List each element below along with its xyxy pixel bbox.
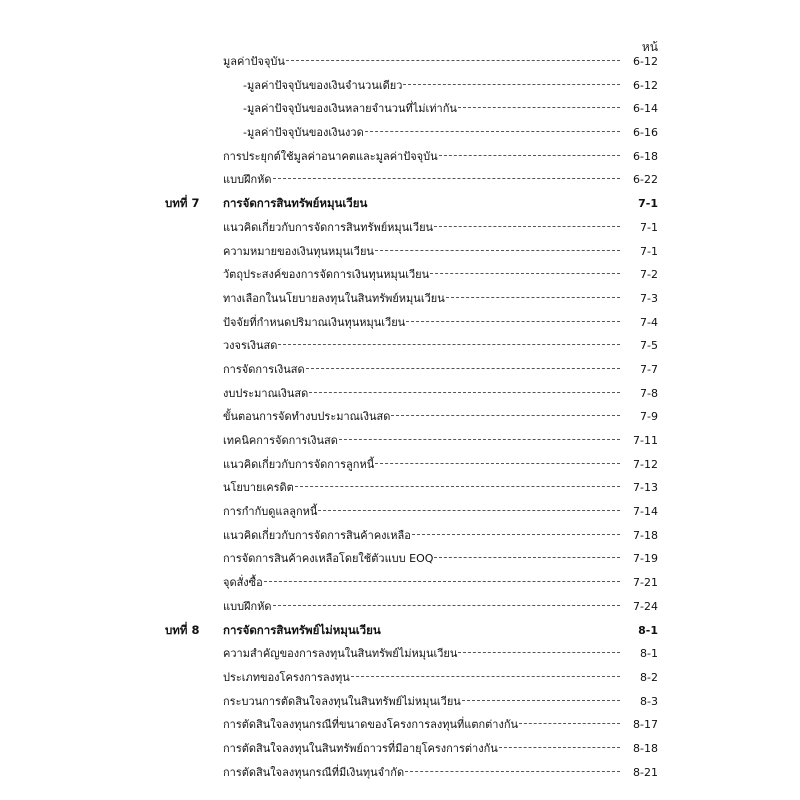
dot-leader xyxy=(403,84,620,85)
toc-entry-line xyxy=(223,429,658,453)
dot-leader xyxy=(273,178,620,179)
toc-entry-line xyxy=(223,192,658,216)
toc-entry xyxy=(0,642,800,666)
toc-entry-line xyxy=(223,50,658,74)
dot-leader xyxy=(458,652,620,653)
toc-entry-line xyxy=(223,524,658,548)
toc-entry-title: ทางเลือกในนโยบายลงทุนในสินทรัพย์หมุนเวียน xyxy=(223,291,445,305)
toc-entry xyxy=(0,713,800,737)
toc-entry-title: ความหมายของเงินทุนหมุนเวียน xyxy=(223,244,374,258)
page-number: 7-1 xyxy=(640,220,658,234)
page-number: 6-12 xyxy=(633,78,658,92)
toc-entry-line xyxy=(223,168,658,192)
toc-entry-title: แนวคิดเกี่ยวกับการจัดการสินทรัพย์หมุนเวียน xyxy=(223,220,434,234)
chapter-heading-row xyxy=(0,192,800,216)
dot-leader xyxy=(519,723,620,724)
dot-leader xyxy=(309,392,620,393)
toc-entry-title: การจัดการเงินสด xyxy=(223,362,305,376)
toc-entry-line xyxy=(223,287,658,311)
dot-leader xyxy=(434,557,620,558)
page-number: 8-1 xyxy=(638,623,658,637)
page-number: 8-3 xyxy=(640,694,658,708)
page-number: 7-14 xyxy=(633,505,658,519)
toc-entry-line xyxy=(223,476,658,500)
page-number: 6-12 xyxy=(633,55,658,68)
toc-entry-line xyxy=(223,500,658,524)
page-number: 7-8 xyxy=(640,386,658,400)
toc-entry-title: -มูลค่าปัจจุบันของเงินหลายจำนวนที่ไม่เท่ากัน xyxy=(243,102,457,116)
dot-leader xyxy=(375,250,620,251)
dot-leader xyxy=(306,368,620,369)
toc-entry xyxy=(0,74,800,98)
page-number: 8-18 xyxy=(633,741,658,755)
page-number: 7-2 xyxy=(640,268,658,282)
toc-entry-title: มูลค่าปัจจุบัน xyxy=(223,55,285,68)
toc-entry-title: การประยุกต์ใช้มูลค่าอนาคตและมูลค่าปัจจุบัน xyxy=(223,149,438,163)
chapter-number: บทที่ 7 xyxy=(165,196,200,211)
toc-entry xyxy=(0,500,800,524)
toc-entry xyxy=(0,216,800,240)
dot-leader xyxy=(499,747,620,748)
dot-leader xyxy=(264,581,620,582)
dot-leader xyxy=(391,415,620,416)
chapter-title: การจัดการสินทรัพย์หมุนเวียน xyxy=(223,196,368,211)
toc-entry-title: แนวคิดเกี่ยวกับการจัดการลูกหนี้ xyxy=(223,457,375,471)
toc-entry-title: วัตถุประสงค์ของการจัดการเงินทุนหมุนเวียน xyxy=(223,268,430,282)
toc-entry-title: แบบฝึกหัด xyxy=(223,599,272,613)
page-number: 7-4 xyxy=(640,315,658,329)
toc-entry-line xyxy=(223,737,658,761)
page-number: 7-18 xyxy=(633,528,658,542)
page-number: 8-2 xyxy=(640,670,658,684)
page-number: 7-12 xyxy=(633,457,658,471)
toc-entry-title: ขั้นตอนการจัดทำงบประมาณเงินสด xyxy=(223,410,391,424)
toc-entry xyxy=(0,263,800,287)
toc-entry-line xyxy=(223,547,658,571)
toc-entry-title: -มูลค่าปัจจุบันของเงินจำนวนเดียว xyxy=(243,78,403,92)
chapter-heading-row xyxy=(0,619,800,643)
toc-entry xyxy=(0,121,800,145)
dot-leader xyxy=(351,676,620,677)
toc-entry-line xyxy=(223,666,658,690)
toc-entry-title: กระบวนการตัดสินใจลงทุนในสินทรัพย์ไม่หมุนเวียน xyxy=(223,694,461,708)
toc-entry-line xyxy=(223,642,658,666)
toc-entry-line xyxy=(223,619,658,643)
toc-entry-line xyxy=(223,334,658,358)
dot-leader xyxy=(365,131,620,132)
dot-leader xyxy=(446,297,620,298)
table-of-contents xyxy=(0,50,800,784)
page-number: 7-1 xyxy=(640,244,658,258)
page-number: 6-14 xyxy=(633,102,658,116)
dot-leader xyxy=(318,510,620,511)
chapter-title: การจัดการสินทรัพย์ไม่หมุนเวียน xyxy=(223,622,381,637)
page-number: 8-21 xyxy=(633,765,658,779)
dot-leader xyxy=(430,273,620,274)
toc-entry-title: แบบฝึกหัด xyxy=(223,173,272,187)
dot-leader xyxy=(458,107,620,108)
toc-entry-line xyxy=(223,571,658,595)
dot-leader xyxy=(286,60,620,61)
toc-entry xyxy=(0,168,800,192)
dot-leader xyxy=(405,771,620,772)
toc-entry-title: การตัดสินใจลงทุนในสินทรัพย์ถาวรที่มีอายุโครงการต่างกัน xyxy=(223,741,498,755)
dot-leader xyxy=(278,344,620,345)
toc-entry xyxy=(0,240,800,264)
toc-entry xyxy=(0,737,800,761)
toc-entry xyxy=(0,476,800,500)
toc-entry xyxy=(0,453,800,477)
toc-entry xyxy=(0,50,800,74)
toc-entry-line xyxy=(223,382,658,406)
toc-entry-line xyxy=(243,121,658,145)
page-number: 8-1 xyxy=(640,647,658,661)
chapter-number: บทที่ 8 xyxy=(165,622,200,637)
toc-entry-title: งบประมาณเงินสด xyxy=(223,386,309,400)
toc-entry-line xyxy=(223,713,658,737)
toc-entry xyxy=(0,311,800,335)
dot-leader xyxy=(462,700,620,701)
toc-entry-title: เทคนิคการจัดการเงินสด xyxy=(223,434,338,447)
toc-entry-line xyxy=(243,97,658,121)
page-column-label: หน้ xyxy=(641,40,658,54)
toc-entry xyxy=(0,524,800,548)
toc-entry-line xyxy=(243,74,658,98)
toc-entry xyxy=(0,547,800,571)
toc-entry xyxy=(0,287,800,311)
page-number: 7-19 xyxy=(633,552,658,566)
toc-entry xyxy=(0,405,800,429)
toc-entry-title: การกำกับดูแลลูกหนี้ xyxy=(223,505,318,519)
toc-entry xyxy=(0,690,800,714)
page-number: 7-21 xyxy=(633,576,658,590)
toc-entry xyxy=(0,358,800,382)
dot-leader xyxy=(439,155,620,156)
toc-entry xyxy=(0,97,800,121)
toc-entry-line xyxy=(223,690,658,714)
page-number: 6-22 xyxy=(633,173,658,187)
toc-entry-line xyxy=(223,145,658,169)
toc-entry xyxy=(0,382,800,406)
toc-entry xyxy=(0,334,800,358)
toc-entry-line xyxy=(223,240,658,264)
toc-entry-line xyxy=(223,761,658,785)
dot-leader xyxy=(339,439,620,440)
toc-entry xyxy=(0,761,800,785)
toc-entry-line xyxy=(223,263,658,287)
toc-entry xyxy=(0,595,800,619)
page-number: 7-24 xyxy=(633,599,658,613)
toc-entry-title: การตัดสินใจลงทุนกรณีที่มีเงินทุนจำกัด xyxy=(223,765,405,779)
page-number: 6-18 xyxy=(633,149,658,163)
toc-entry xyxy=(0,571,800,595)
toc-entry-line xyxy=(223,595,658,619)
page-number: 7-11 xyxy=(633,434,658,447)
page-number: 7-3 xyxy=(640,291,658,305)
toc-entry-title: แนวคิดเกี่ยวกับการจัดการสินค้าคงเหลือ xyxy=(223,528,411,542)
toc-entry-title: การตัดสินใจลงทุนกรณีที่ขนาดของโครงการลงทุนที่แตกต่างกัน xyxy=(223,718,519,732)
toc-entry-line xyxy=(223,358,658,382)
toc-entry-line xyxy=(223,311,658,335)
page-number: 6-16 xyxy=(633,126,658,140)
toc-entry-line xyxy=(223,405,658,429)
toc-entry-title: จุดสั่งซื้อ xyxy=(223,576,263,590)
dot-leader xyxy=(406,321,620,322)
dot-leader xyxy=(434,226,620,227)
toc-entry-title: -มูลค่าปัจจุบันของเงินงวด xyxy=(243,126,364,140)
toc-entry-line xyxy=(223,453,658,477)
toc-entry-title: วงจรเงินสด xyxy=(223,339,278,353)
page-number: 8-17 xyxy=(633,718,658,732)
page-number: 7-13 xyxy=(633,481,658,495)
toc-entry xyxy=(0,666,800,690)
dot-leader xyxy=(295,486,620,487)
page-number: 7-9 xyxy=(640,410,658,424)
toc-entry-title: ปัจจัยที่กำหนดปริมาณเงินทุนหมุนเวียน xyxy=(223,315,406,329)
toc-entry xyxy=(0,145,800,169)
page-number: 7-5 xyxy=(640,339,658,353)
toc-entry xyxy=(0,429,800,453)
page-number: 7-7 xyxy=(640,362,658,376)
toc-entry-title: ความสำคัญของการลงทุนในสินทรัพย์ไม่หมุนเวียน xyxy=(223,647,458,661)
dot-leader xyxy=(273,605,620,606)
toc-entry-line xyxy=(223,216,658,240)
dot-leader xyxy=(412,534,620,535)
toc-entry-title: การจัดการสินค้าคงเหลือโดยใช้ตัวแบบ EOQ xyxy=(223,552,434,566)
toc-entry-title: ประเภทของโครงการลงทุน xyxy=(223,670,350,684)
page-number: 7-1 xyxy=(638,197,658,211)
toc-entry-title: นโยบายเครดิต xyxy=(223,481,294,495)
dot-leader xyxy=(375,463,620,464)
